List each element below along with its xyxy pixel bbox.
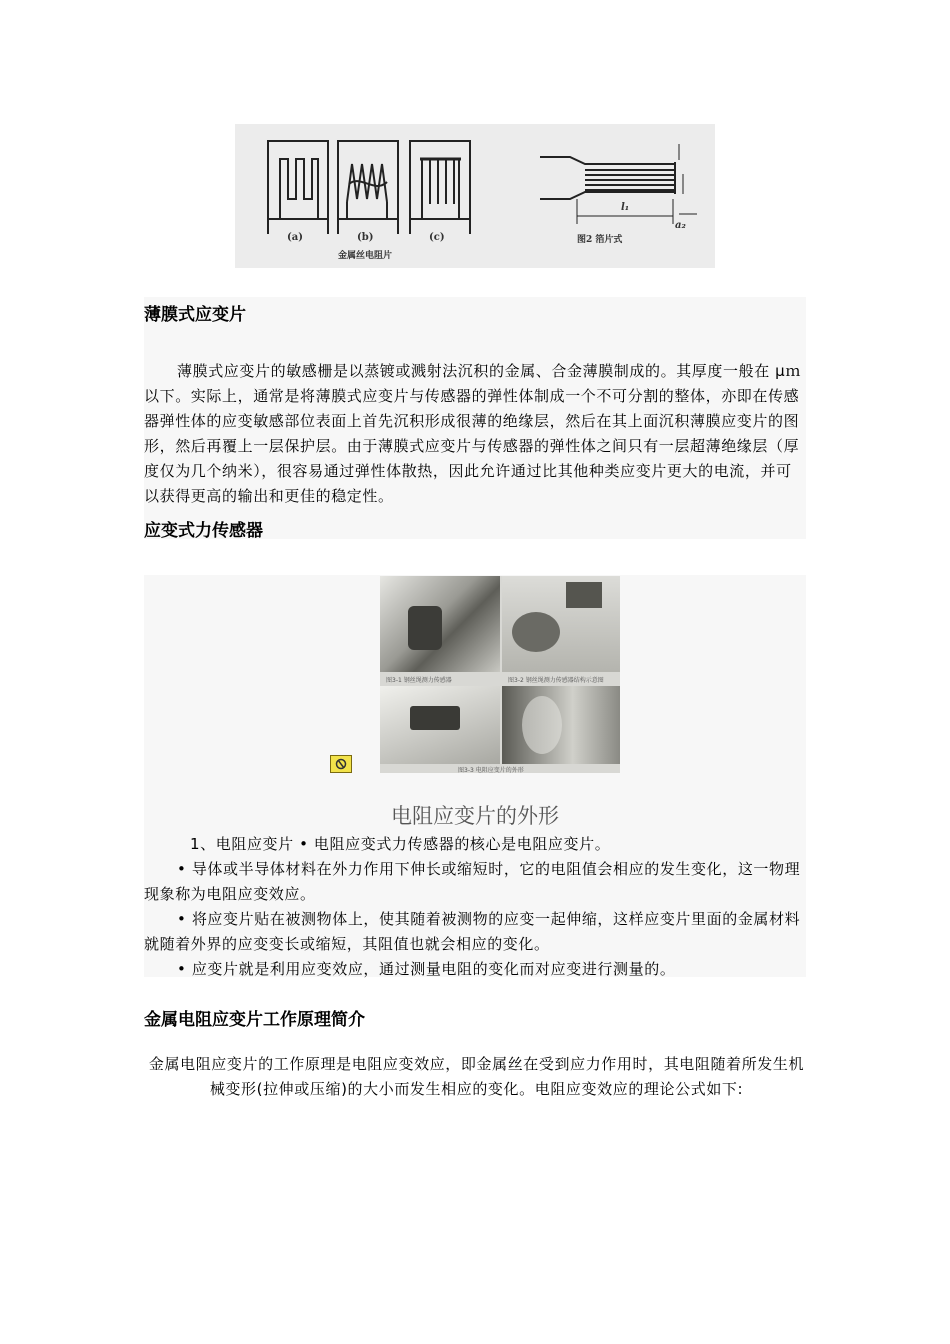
force-line-1: 1、电阻应变片 • 电阻应变式力传感器的核心是电阻应变片。 bbox=[190, 835, 611, 853]
photo-sensor-structure bbox=[502, 576, 620, 672]
strain-gauge-drawing bbox=[235, 124, 715, 268]
thin-film-paragraph: 薄膜式应变片的敏感栅是以蒸镀或溅射法沉积的金属、合金薄膜制成的。其厚度一般在 μｍ以下。实际上，通常是将薄膜式应变片与传感器的弹性体制成一个不可分割的整体，亦即在传感器弹性体的应变敏感部位表面上首先沉积形成很薄的绝缘层，然后在其上面沉积薄膜应变片的图形，然后再覆上一层保护层。由于薄膜式应变片与传感器的弹性体之间只有一层超薄绝缘层（厚度仅为几个纳米），很容易通过弹性体散热，因此允许通过比其他种类应变片更大的电流，并可以获得更高的输出和更佳的稳定性。 bbox=[144, 362, 801, 505]
label-c: (c) bbox=[429, 232, 445, 243]
strain-gauge-diagram bbox=[235, 124, 715, 268]
link-icon[interactable] bbox=[330, 755, 352, 773]
photo-sensor-shaft bbox=[502, 686, 620, 764]
link-icon-glyph bbox=[331, 756, 351, 772]
figure-title: 电阻应变片的外形 bbox=[391, 804, 559, 828]
section-heading-thin-film: 薄膜式应变片 bbox=[144, 305, 246, 325]
section-heading-force-sensor: 应变式力传感器 bbox=[144, 521, 263, 541]
force-line-2: • 导体或半导体材料在外力作用下伸长或缩短时，它的电阻值会相应的发生变化，这一物理现象称为电阻应变效应。 bbox=[144, 860, 801, 903]
sensor-photo-collage bbox=[380, 576, 620, 773]
photo-wire-rope-sensor bbox=[380, 576, 500, 672]
metal-paragraph: 金属电阻应变片的工作原理是电阻应变效应，即金属丝在受到应力作用时，其电阻随着所发生机械变形(拉伸或压缩)的大小而发生相应的变化。电阻应变效应的理论公式如下: bbox=[148, 1055, 805, 1098]
caption-right: 图2 箔片式 bbox=[577, 235, 623, 245]
label-a: (a) bbox=[287, 232, 303, 243]
photo-strain-clamp bbox=[380, 686, 500, 764]
label-b: (b) bbox=[357, 232, 374, 243]
photo-caption-2: 图3-2 钢丝绳测力传感器结构示意图 bbox=[508, 677, 604, 684]
section-heading-metal: 金属电阻应变片工作原理简介 bbox=[144, 1010, 365, 1030]
dim-l1: l₁ bbox=[621, 202, 630, 213]
dim-a2: a₂ bbox=[675, 220, 686, 231]
force-line-3: • 将应变片贴在被测物体上，使其随着被测物的应变一起伸缩，这样应变片里面的金属材料就随着外界的应变变长或缩短，其阻值也就会相应的变化。 bbox=[144, 910, 801, 953]
photo-caption-3: 图3-3 电阻应变片的外形 bbox=[458, 767, 524, 774]
force-line-4: • 应变片就是利用应变效应，通过测量电阻的变化而对应变进行测量的。 bbox=[177, 960, 676, 978]
caption-left: 金属丝电阻片 bbox=[338, 251, 393, 261]
photo-caption-1: 图3-1 钢丝绳测力传感器 bbox=[386, 677, 452, 684]
